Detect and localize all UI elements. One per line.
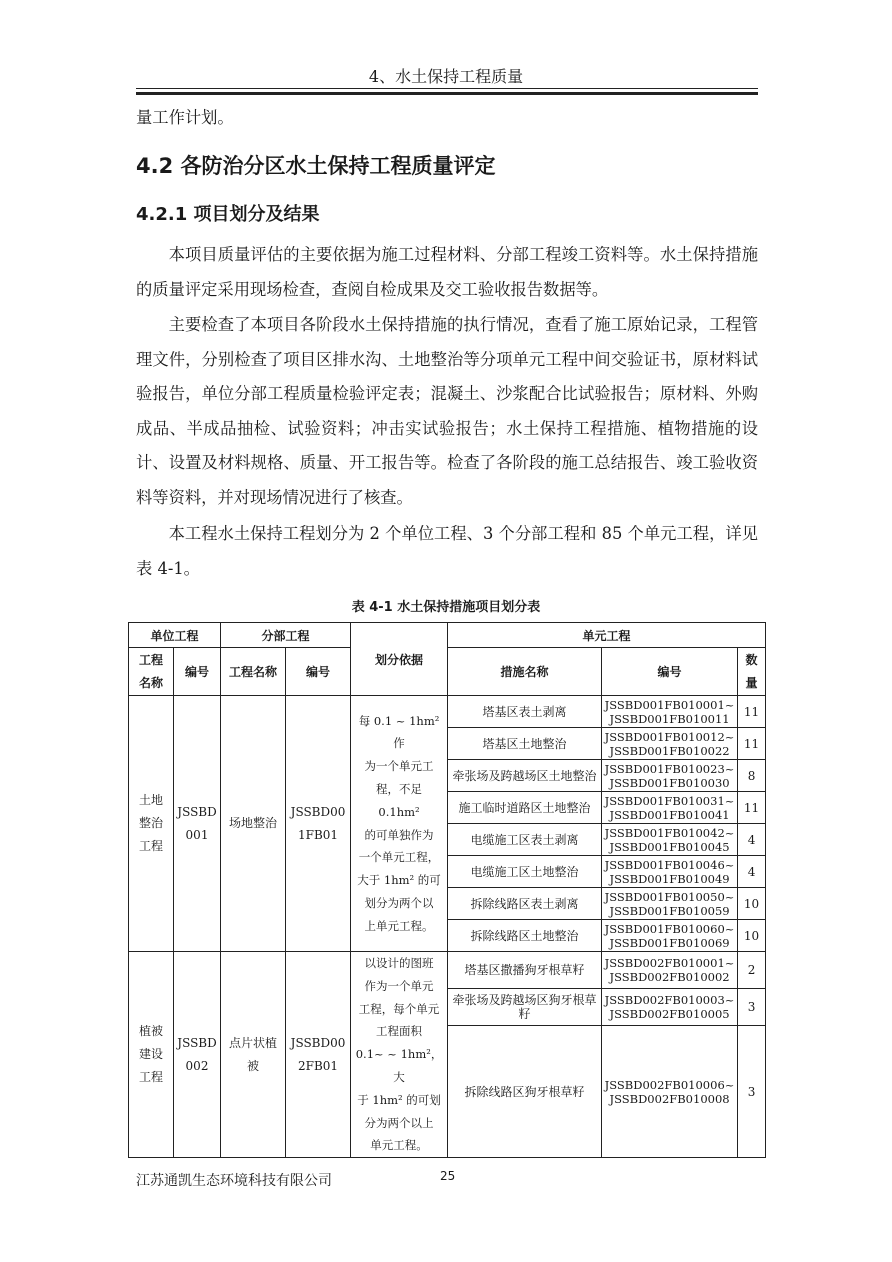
header-rule-thick xyxy=(136,92,758,95)
col-header-measure-name: 措施名称 xyxy=(448,648,602,696)
sub-project-name: 点片状植 被 xyxy=(221,952,286,1158)
paragraph-1: 本项目质量评估的主要依据为施工过程材料、分部工程竣工资料等。水土保持措施的质量评定采用现场检查，查阅自检成果及交工验收报告数据等。 xyxy=(136,245,758,299)
unit-project-name: 植被 建设 工程 xyxy=(129,952,174,1158)
element-count: 4 xyxy=(738,824,766,856)
measure-name: 拆除线路区表土剥离 xyxy=(448,888,602,920)
element-code: JSSBD001FB010023~ JSSBD001FB010030 xyxy=(602,760,738,792)
group-header-basis: 划分依据 xyxy=(351,623,448,696)
measure-name: 牵张场及跨越场区土地整治 xyxy=(448,760,602,792)
element-code: JSSBD001FB010012~ JSSBD001FB010022 xyxy=(602,728,738,760)
element-code: JSSBD002FB010006~ JSSBD002FB010008 xyxy=(602,1026,738,1158)
col-header-sub-code: 编号 xyxy=(286,648,351,696)
paragraph-2: 主要检查了本项目各阶段水土保持措施的执行情况，查看了施工原始记录，工程管理文件，分别检查了项目区排水沟、土地整治等分项单元工程中间交验证书，原材料试验报告，单位分部工程质量检验评定表；混凝土、沙浆配合比试验报告；原材料、外购成品、半成品抽检、试验资料；冲击实试验报告；水土保持工程措施、植物措施的设计、设置及材料规格、质量、开工报告等。检查了各阶段的施工总结报告、竣工验收资料等资料，并对现场情况进行了核查。 xyxy=(136,315,758,507)
element-count: 11 xyxy=(738,792,766,824)
project-division-table xyxy=(128,622,766,1158)
element-code: JSSBD002FB010003~ JSSBD002FB010005 xyxy=(602,988,738,1026)
measure-name: 电缆施工区土地整治 xyxy=(448,856,602,888)
sub-project-name: 场地整治 xyxy=(221,696,286,952)
header-rule-thin xyxy=(136,88,758,89)
element-count: 2 xyxy=(738,952,766,989)
table-row xyxy=(129,696,766,728)
sub-project-code: JSSBD00 2FB01 xyxy=(286,952,351,1158)
measure-name: 施工临时道路区土地整治 xyxy=(448,792,602,824)
group-header-element: 单元工程 xyxy=(448,623,766,648)
element-code: JSSBD001FB010001~ JSSBD001FB010011 xyxy=(602,696,738,728)
element-code: JSSBD001FB010050~ JSSBD001FB010059 xyxy=(602,888,738,920)
measure-name: 电缆施工区表土剥离 xyxy=(448,824,602,856)
chapter-header: 4、水土保持工程质量 xyxy=(368,67,524,86)
element-code: JSSBD002FB010001~ JSSBD002FB010002 xyxy=(602,952,738,989)
measure-name: 塔基区表土剥离 xyxy=(448,696,602,728)
continuation-text: 量工作计划。 xyxy=(136,108,234,127)
division-basis: 每 0.1 ~ 1hm² 作 为一个单元工 程，不足 0.1hm² 的可单独作为 一个单元工程， 大于 1hm² 的可 划分为两个以 上单元工程。 xyxy=(351,696,448,952)
section-heading: 4.2 各防治分区水土保持工程质量评定 xyxy=(136,154,496,178)
division-basis: 以设计的图班 作为一个单元 工程，每个单元 工程面积 0.1~ ~ 1hm²，大 于 1hm² 的可划 分为两个以上 单元工程。 xyxy=(351,952,448,1158)
element-count: 4 xyxy=(738,856,766,888)
group-header-unit: 单位工程 xyxy=(129,623,221,648)
element-code: JSSBD001FB010042~ JSSBD001FB010045 xyxy=(602,824,738,856)
element-count: 3 xyxy=(738,1026,766,1158)
group-header-sub: 分部工程 xyxy=(221,623,351,648)
unit-project-code: JSSBD 002 xyxy=(174,952,221,1158)
element-count: 3 xyxy=(738,988,766,1026)
table-row xyxy=(129,952,766,989)
subsection-heading: 4.2.1 项目划分及结果 xyxy=(136,204,320,225)
col-header-unit-code: 编号 xyxy=(174,648,221,696)
sub-project-code: JSSBD00 1FB01 xyxy=(286,696,351,952)
col-header-project-name: 工程 名称 xyxy=(129,648,174,696)
col-header-count: 数 量 xyxy=(738,648,766,696)
element-count: 8 xyxy=(738,760,766,792)
col-header-element-code: 编号 xyxy=(602,648,738,696)
unit-project-code: JSSBD 001 xyxy=(174,696,221,952)
element-count: 11 xyxy=(738,696,766,728)
measure-name: 拆除线路区狗牙根草籽 xyxy=(448,1026,602,1158)
paragraph-3: 本工程水土保持工程划分为 2 个单位工程、3 个分部工程和 85 个单元工程，详见表 4-1。 xyxy=(136,524,758,578)
element-code: JSSBD001FB010031~ JSSBD001FB010041 xyxy=(602,792,738,824)
element-code: JSSBD001FB010060~ JSSBD001FB010069 xyxy=(602,920,738,952)
element-count: 10 xyxy=(738,888,766,920)
footer-company: 江苏通凯生态环境科技有限公司 xyxy=(136,1173,332,1189)
col-header-sub-name: 工程名称 xyxy=(221,648,286,696)
unit-project-name: 土地 整治 工程 xyxy=(129,696,174,952)
measure-name: 塔基区土地整治 xyxy=(448,728,602,760)
element-count: 10 xyxy=(738,920,766,952)
measure-name: 拆除线路区土地整治 xyxy=(448,920,602,952)
element-count: 11 xyxy=(738,728,766,760)
element-code: JSSBD001FB010046~ JSSBD001FB010049 xyxy=(602,856,738,888)
page-number: 25 xyxy=(440,1169,456,1183)
table-caption: 表 4-1 水土保持措施项目划分表 xyxy=(351,600,541,615)
measure-name: 牵张场及跨越场区狗牙根草籽 xyxy=(448,988,602,1026)
measure-name: 塔基区撒播狗牙根草籽 xyxy=(448,952,602,989)
